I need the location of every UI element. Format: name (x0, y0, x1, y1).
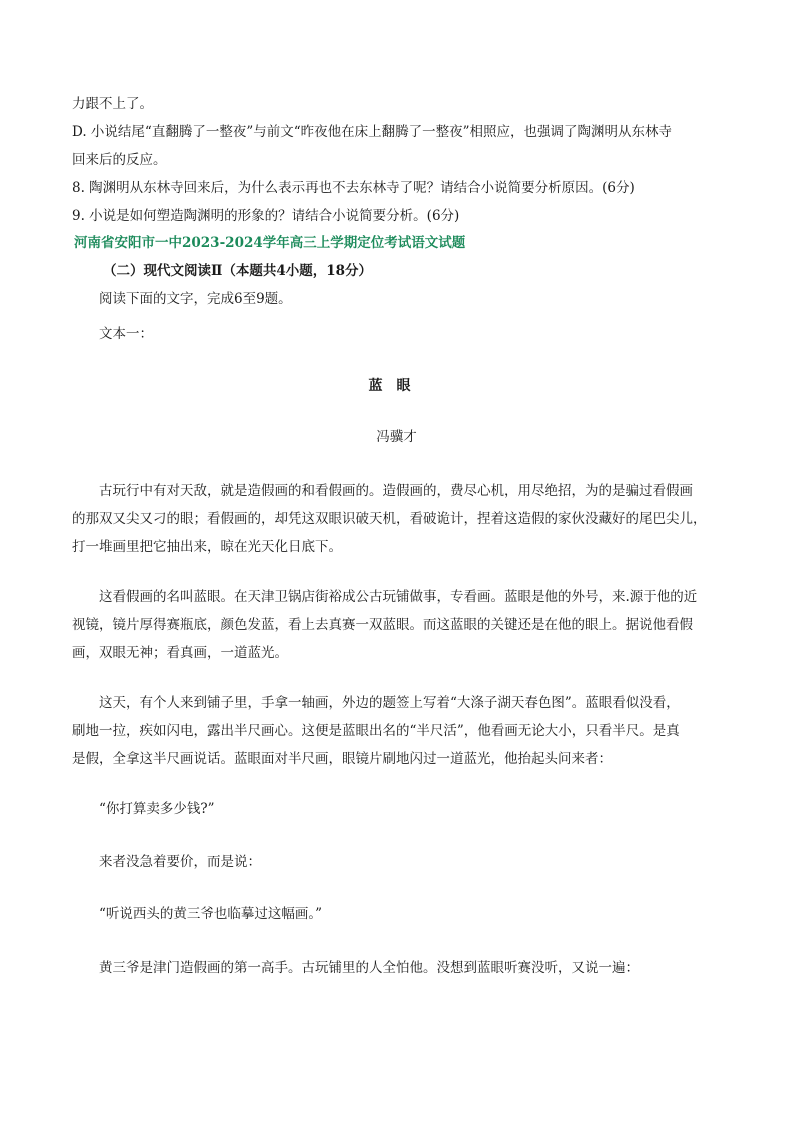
paragraph-7: 黄三爷是津门造假画的第一高手。古玩铺里的人全怕他。没想到蓝眼听赛没听，又说一遍： (99, 960, 639, 976)
paragraph-1-line-1: 古玩行中有对天敌，就是造假画的和看假画的。造假画的，费尽心机，用尽绝招，为的是骗过看假画 (99, 483, 693, 499)
question-option-d-line1: D. 小说结尾“直翻腾了一整夜”与前文“昨夜他在床上翻腾了一整夜”相照应，也强调了陶渊明从东林寺 (72, 124, 673, 140)
exam-source-heading: 河南省安阳市一中2023-2024学年高三上学期定位考试语文试题 (74, 235, 466, 251)
paragraph-2-line-2: 视镜，镜片厚得赛瓶底，颜色发蓝，看上去真赛一双蓝眼。而这蓝眼的关键还是在他的眼上。据说他看假 (72, 617, 693, 633)
paragraph-2-line-1: 这看假画的名叫蓝眼。在天津卫锅店街裕成公古玩铺做事，专看画。蓝眼是他的外号，来.源于他的近 (99, 589, 698, 605)
paragraph-2-line-3: 画，双眼无神；看真画，一道蓝光。 (72, 645, 288, 661)
paragraph-5: 来者没急着要价，而是说： (99, 854, 261, 870)
story-author: 冯骥才 (376, 429, 417, 445)
paragraph-3-line-3: 是假，全拿这半尺画说话。蓝眼面对半尺画，眼镜片刷地闪过一道蓝光，他抬起头问来者： (72, 751, 612, 767)
section-instruction: 阅读下面的文字，完成6至9题。 (99, 291, 292, 307)
story-title: 蓝眼 (368, 378, 425, 394)
dialogue-line-2: “听说西头的黄三爷也临摹过这幅画。” (99, 906, 323, 922)
section-heading: （二）现代文阅读Ⅱ（本题共4小题，18分） (103, 263, 373, 279)
paragraph-3-line-1: 这天，有个人来到铺子里，手拿一轴画，外边的题签上写着“大涤子湖天春色图”。蓝眼看似没看， (99, 695, 680, 711)
text-label: 文本一： (99, 326, 153, 342)
dialogue-line-1: “你打算卖多少钱?” (99, 801, 215, 817)
question-option-d-line2: 回来后的反应。 (72, 152, 167, 168)
paragraph-3-line-2: 刷地一拉，疾如闪电，露出半尺画心。这便是蓝眼出名的“半尺活”，他看画无论大小，只看半尺。是真 (72, 723, 680, 739)
paragraph-1-line-3: 打一堆画里把它抽出来，晾在光天化日底下。 (72, 539, 342, 555)
question-option-c-end: 力跟不上了。 (72, 96, 153, 112)
question-8: 8. 陶渊明从东林寺回来后，为什么表示再也不去东林寺了呢？请结合小说简要分析原因。(6分) (72, 180, 635, 196)
paragraph-1-line-2: 的那双又尖又刁的眼；看假画的，却凭这双眼识破天机，看破诡计，捏着这造假的家伙没藏好的尾巴尖儿， (72, 511, 707, 527)
question-9: 9. 小说是如何塑造陶渊明的形象的？请结合小说简要分析。(6分) (72, 208, 460, 224)
